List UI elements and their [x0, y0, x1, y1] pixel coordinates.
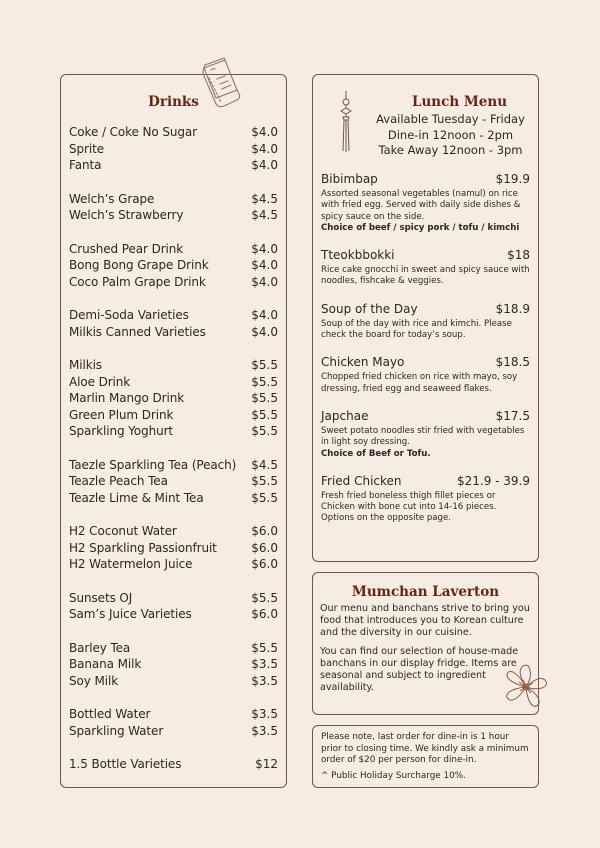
drink-price: $5.5	[251, 358, 278, 372]
lunch-item-header	[321, 408, 530, 425]
drink-price: $4.0	[251, 241, 278, 256]
lunch-item-price: $21.9 - 39.9	[456, 473, 530, 488]
drink-row	[69, 241, 278, 258]
drink-row	[69, 556, 278, 573]
drink-name: Sparkling Water	[69, 723, 164, 738]
drink-row	[69, 191, 278, 208]
drink-name: Bong Bong Grape Drink	[69, 258, 209, 272]
drink-price: $5.5	[251, 474, 278, 488]
lunch-item-price: $17.5	[495, 408, 530, 423]
drink-price: $6.0	[251, 540, 278, 555]
lunch-item-choice: Choice of beef / spicy pork / tofu / kimchi	[321, 222, 520, 233]
drink-price: $5.5	[251, 424, 278, 438]
drink-name: Sprite	[69, 141, 104, 156]
drink-price: $4.5	[251, 208, 278, 222]
lunch-item-description-text: Rice cake gnocchi in sweet and spicy sauce with noodles, fishcake & veggies.	[321, 265, 530, 287]
drink-row	[69, 124, 278, 141]
drink-row	[69, 423, 278, 440]
lunch-item	[321, 301, 530, 342]
drink-name: Sunsets OJ	[69, 590, 133, 605]
drink-name: Milkis Canned Varieties	[69, 324, 206, 339]
availability-days: Available Tuesday - Friday	[376, 112, 525, 126]
drink-price: $4.0	[251, 158, 278, 172]
drink-row	[69, 540, 278, 557]
drink-name: Soy Milk	[69, 673, 119, 688]
drink-name: Sam’s Juice Varieties	[69, 607, 192, 621]
drink-name: 1.5 Bottle Varieties	[69, 757, 182, 771]
drink-name: Crushed Pear Drink	[69, 241, 184, 256]
drink-group	[69, 307, 278, 340]
lunch-item-price: $18.5	[495, 355, 530, 370]
drink-price: $12	[255, 757, 278, 771]
drink-row	[69, 656, 278, 673]
drink-row	[69, 723, 278, 740]
drink-row	[69, 307, 278, 324]
drink-row	[69, 141, 278, 158]
lunch-item-price: $18	[507, 248, 530, 263]
drinks-list	[69, 124, 278, 790]
drink-row	[69, 390, 278, 407]
lunch-item	[321, 171, 530, 234]
lunch-item-description-text: Assorted seasonal vegetables (namul) on rice with fried egg. Served with daily side dishes & spicy sauce on the side.	[321, 189, 521, 222]
drink-name: Marlin Mango Drink	[69, 391, 185, 405]
drink-row	[69, 523, 278, 540]
drink-name: Milkis	[69, 358, 102, 372]
drink-name: H2 Watermelon Juice	[69, 557, 193, 571]
lunch-item	[321, 354, 530, 395]
lunch-item-header	[321, 171, 530, 188]
drink-name: Bottled Water	[69, 707, 151, 721]
drink-price: $4.0	[251, 258, 278, 272]
lunch-item-description-text: Sweet potato noodles stir fried with vegetables in light soy dressing.	[321, 425, 525, 448]
lunch-item-description-text: Soup of the day with rice and kimchi. Please check the board for today’s soup.	[321, 318, 512, 341]
lunch-availability	[363, 112, 538, 159]
lunch-item-name: Chicken Mayo	[321, 355, 405, 370]
lunch-item-header	[321, 354, 530, 371]
lunch-item-name: Fried Chicken	[321, 473, 402, 488]
lunch-item-name: Tteokbbokki	[321, 248, 395, 263]
drink-price: $4.0	[251, 324, 278, 339]
drink-price: $5.5	[251, 407, 278, 422]
drink-group	[69, 124, 278, 174]
drink-price: $6.0	[251, 557, 278, 571]
lunch-item-description	[321, 372, 530, 395]
drinks-panel	[60, 74, 287, 788]
drink-name: Welch’s Strawberry	[69, 208, 184, 222]
drink-name: Teazle Peach Tea	[69, 474, 168, 488]
lunch-item-header	[321, 247, 530, 264]
drink-price: $5.5	[251, 640, 278, 655]
drink-price: $6.0	[251, 607, 278, 621]
drink-name: Welch’s Grape	[69, 191, 155, 206]
drink-name: Teazle Lime & Mint Tea	[69, 490, 204, 505]
drink-group	[69, 590, 278, 623]
drink-name: Demi-Soda Varieties	[69, 308, 189, 322]
drink-group	[69, 457, 278, 507]
lunch-item-description	[321, 491, 530, 525]
drink-can-icon	[195, 54, 245, 116]
drink-price: $5.5	[251, 391, 278, 405]
drink-name: Fanta	[69, 158, 102, 172]
drink-row	[69, 374, 278, 391]
drink-row	[69, 756, 278, 773]
lunch-item-description-text: Chopped fried chicken on rice with mayo, soy dressing, fried egg and seaweed flakes.	[321, 372, 518, 394]
drink-name: Banana Milk	[69, 657, 142, 671]
lunch-item-price: $19.9	[495, 172, 530, 186]
lunch-item-description	[321, 319, 530, 342]
drink-group	[69, 191, 278, 224]
drink-price: $4.0	[251, 125, 278, 139]
about-paragraph: You can find our selection of house-made banchans in our display fridge. Items are seasonal and subject to ingredient availability.	[320, 646, 519, 693]
drink-group	[69, 756, 278, 773]
drink-name: Sparkling Yoghurt	[69, 424, 174, 438]
lunch-item-description	[321, 426, 530, 460]
drink-row	[69, 157, 278, 174]
drink-name: Green Plum Drink	[69, 407, 174, 422]
drink-price: $4.5	[251, 457, 278, 472]
drink-row	[69, 590, 278, 607]
lunch-item-price: $18.9	[495, 301, 530, 316]
note-order-info: Please note, last order for dine-in is 1 hour prior to closing time. We kindly ask a minimum order of $20 per person for dine-in.	[321, 732, 529, 765]
lunch-item	[321, 408, 530, 460]
drink-row	[69, 207, 278, 224]
drink-group	[69, 357, 278, 440]
lunch-title: Lunch Menu	[411, 94, 508, 110]
drink-row	[69, 357, 278, 374]
flower-icon	[501, 663, 551, 711]
drink-price: $6.0	[251, 524, 278, 538]
drink-row	[69, 274, 278, 291]
drink-price: $3.5	[251, 657, 278, 671]
lunch-item-description-text: Fresh fried boneless thigh fillet pieces or Chicken with bone cut into 14-16 pieces. Options on the opposite page.	[321, 490, 497, 524]
lunch-item-header	[321, 301, 530, 318]
drinks-title: Drinks	[148, 94, 199, 110]
drink-row	[69, 673, 278, 690]
lunch-item	[321, 473, 530, 525]
lunch-panel	[312, 74, 539, 562]
about-panel	[312, 572, 539, 715]
drink-price: $4.0	[251, 141, 278, 156]
note-text	[321, 732, 532, 782]
note-surcharge: ^ Public Holiday Surcharge 10%.	[321, 770, 466, 781]
drink-row	[69, 706, 278, 723]
drink-price: $3.5	[251, 707, 278, 721]
drink-row	[69, 324, 278, 341]
lunch-item	[321, 247, 530, 288]
drink-group	[69, 523, 278, 573]
drink-price: $5.5	[251, 374, 278, 389]
drink-price: $5.5	[251, 490, 278, 505]
drink-row	[69, 490, 278, 507]
lunch-item-description	[321, 265, 530, 288]
drink-name: H2 Sparkling Passionfruit	[69, 540, 217, 555]
drink-name: Aloe Drink	[69, 374, 131, 389]
drink-row	[69, 473, 278, 490]
drink-name: Barley Tea	[69, 640, 131, 655]
lunch-items	[321, 171, 530, 538]
lunch-item-description	[321, 189, 530, 234]
note-panel	[312, 725, 539, 788]
drink-group	[69, 706, 278, 739]
drink-row	[69, 457, 278, 474]
lunch-item-name: Bibimbap	[321, 172, 378, 186]
drink-price: $4.0	[251, 274, 278, 289]
drink-name: H2 Coconut Water	[69, 524, 177, 538]
drink-row	[69, 640, 278, 657]
drink-row	[69, 407, 278, 424]
drink-price: $3.5	[251, 673, 278, 688]
lunch-item-name: Soup of the Day	[321, 301, 418, 316]
drink-group	[69, 640, 278, 690]
drink-price: $4.0	[251, 308, 278, 322]
availability-take-away: Take Away 12noon - 3pm	[378, 143, 523, 157]
knot-charm-icon	[338, 91, 354, 153]
drink-name: Taezle Sparkling Tea (Peach)	[69, 457, 237, 472]
drink-name: Coke / Coke No Sugar	[69, 125, 197, 139]
drink-name: Coco Palm Grape Drink	[69, 274, 206, 289]
availability-dine-in: Dine-in 12noon - 2pm	[387, 127, 514, 142]
about-title: Mumchan Laverton	[351, 584, 500, 600]
drink-group	[69, 241, 278, 291]
drink-price: $4.5	[251, 191, 278, 206]
about-paragraph: Our menu and banchans strive to bring you food that introduces you to Korean culture and the diversity in our cuisine.	[320, 603, 530, 638]
drink-row	[69, 606, 278, 623]
drink-row	[69, 257, 278, 274]
lunch-item-header	[321, 473, 530, 490]
lunch-item-choice: Choice of Beef or Tofu.	[321, 448, 431, 459]
drink-price: $5.5	[251, 590, 278, 605]
drink-price: $3.5	[251, 723, 278, 738]
lunch-item-name: Japchae	[321, 408, 369, 423]
